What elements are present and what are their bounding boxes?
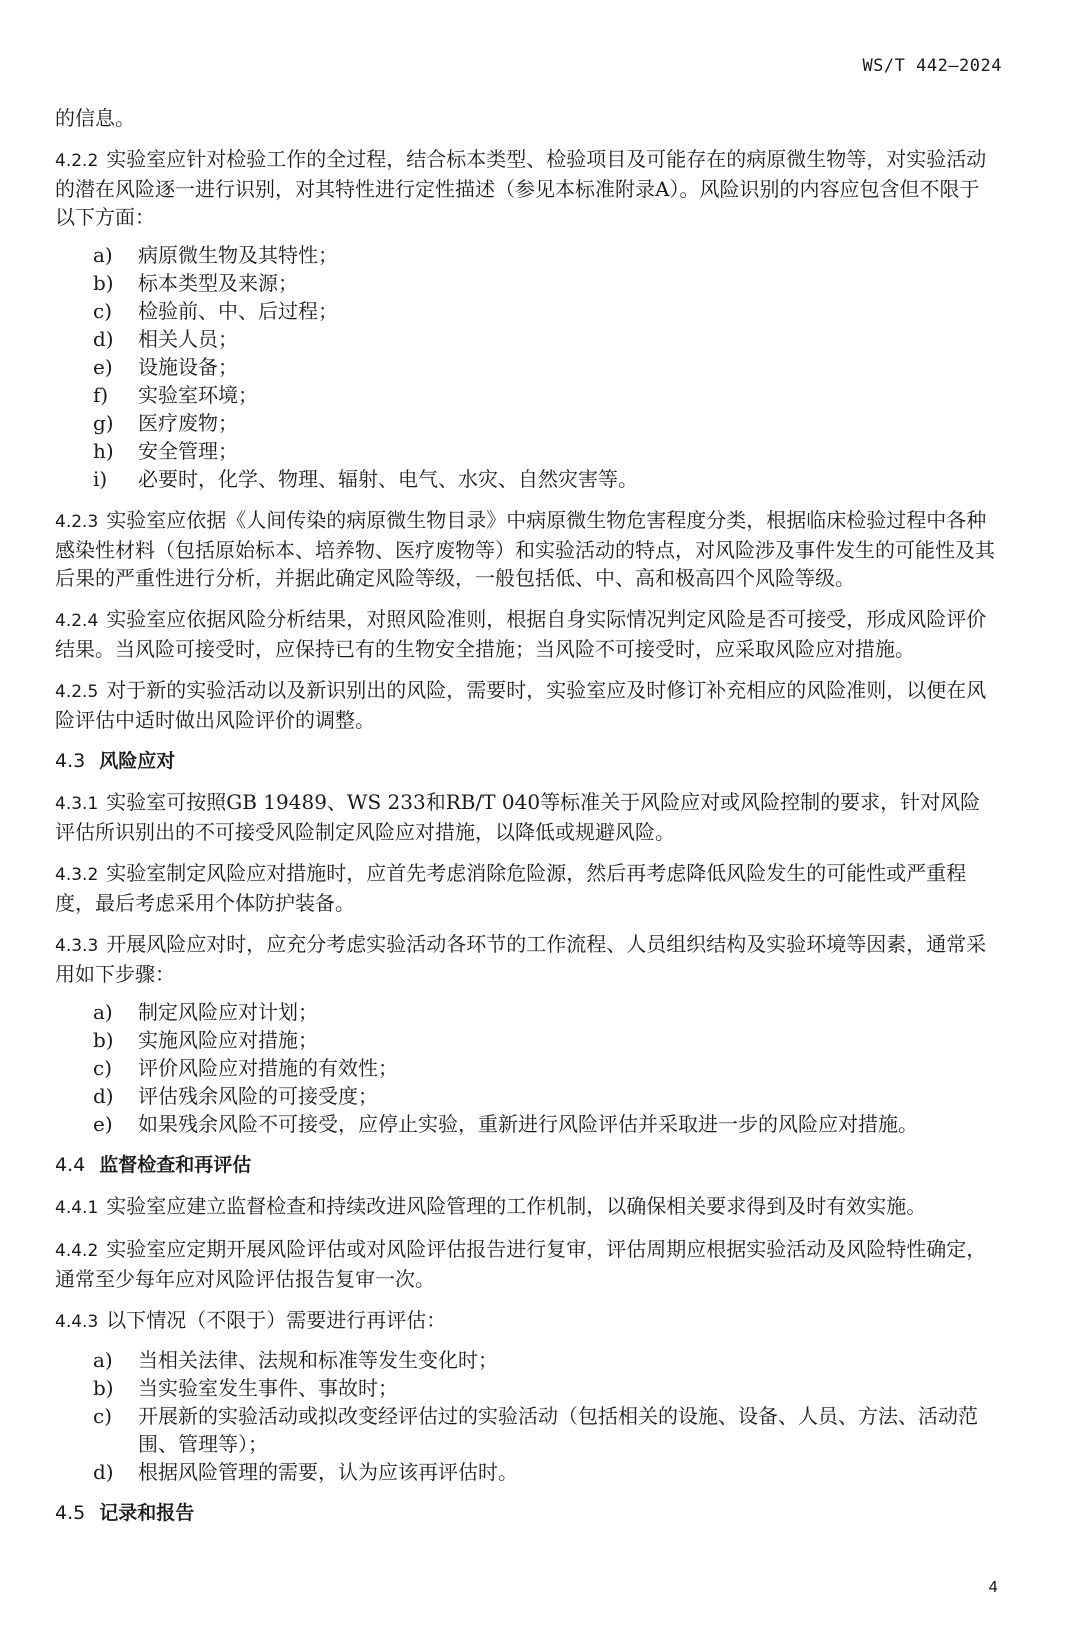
list-item	[55, 1082, 997, 1110]
clause-number: 4.2.4	[55, 611, 99, 631]
clause-4-4-1	[55, 1192, 997, 1222]
section-heading-4-4	[55, 1151, 997, 1179]
clause-text: 实验室应针对检验工作的全过程，结合标本类型、检验项目及可能存在的病原微生物等，对实验活动的潜在风险逐一进行识别，对其特性进行定性描述（参见本标准附录A）。风险识别的内容应包含但不限于以下方面：	[55, 147, 987, 229]
list-marker: b)	[93, 1028, 114, 1052]
list-text: 根据风险管理的需要，认为应该再评估时。	[138, 1460, 518, 1484]
clause-text: 以下情况（不限于）需要进行再评估：	[106, 1308, 447, 1332]
list-item	[55, 1346, 997, 1374]
clause-text: 实验室应定期开展风险评估或对风险评估报告进行复审，评估周期应根据实验活动及风险特性确定，通常至少每年应对风险评估报告复审一次。	[55, 1237, 987, 1291]
section-number: 4.5	[55, 1502, 86, 1524]
list-text: 评价风险应对措施的有效性；	[138, 1056, 398, 1080]
page-number: 4	[988, 1578, 998, 1596]
clause-4-2-3	[55, 506, 997, 592]
clause-text: 实验室应依据《人间传染的病原微生物目录》中病原微生物危害程度分类，根据临床检验过程中各种感染性材料（包括原始标本、培养物、医疗废物等）和实验活动的特点，对风险涉及事件发生的可能性及其后果的严重性进行分析，并据此确定风险等级，一般包括低、中、高和极高四个风险等级。	[55, 508, 995, 590]
list-text: 医疗废物；	[138, 411, 238, 435]
clause-text: 开展风险应对时，应充分考虑实验活动各环节的工作流程、人员组织结构及实验环境等因素，通常采用如下步骤：	[55, 932, 987, 986]
list-marker: c)	[93, 1056, 113, 1080]
section-heading-4-5	[55, 1499, 997, 1527]
list-marker: b)	[93, 271, 114, 295]
list-text: 设施设备；	[138, 355, 238, 379]
clause-text: 实验室可按照GB 19489、WS 233和RB/T 040等标准关于风险应对或风险控制的要求，针对风险评估所识别出的不可接受风险制定风险应对措施，以降低或规避风险。	[55, 790, 981, 844]
standard-number: WS/T 442—2024	[862, 56, 1002, 76]
clause-number: 4.3.3	[55, 936, 99, 956]
continued-paragraph: 的信息。	[55, 106, 135, 130]
list-item	[55, 269, 997, 297]
list-text: 如果残余风险不可接受，应停止实验，重新进行风险评估并采取进一步的风险应对措施。	[138, 1112, 918, 1136]
list-text: 检验前、中、后过程；	[138, 299, 338, 323]
list-text: 实施风险应对措施；	[138, 1028, 318, 1052]
clause-4-4-3	[55, 1306, 997, 1336]
clause-4-2-2	[55, 145, 997, 231]
list-text: 标本类型及来源；	[138, 271, 298, 295]
list-item	[55, 1458, 997, 1486]
clause-number: 4.4.1	[55, 1198, 99, 1218]
list-marker: c)	[93, 299, 113, 323]
list-text: 相关人员；	[138, 327, 238, 351]
list-marker: g)	[93, 411, 114, 435]
list-item	[55, 409, 997, 437]
risk-identification-list	[55, 241, 997, 493]
list-item	[55, 297, 997, 325]
clause-text: 实验室制定风险应对措施时，应首先考虑消除危险源，然后再考虑降低风险发生的可能性或严重程度，最后考虑采用个体防护装备。	[55, 861, 967, 915]
section-title: 记录和报告	[99, 1502, 195, 1524]
list-marker: f)	[93, 383, 109, 407]
clause-4-3-2	[55, 859, 997, 917]
clause-4-4-2	[55, 1235, 997, 1293]
clause-4-3-1	[55, 788, 997, 846]
clause-number: 4.4.2	[55, 1241, 99, 1261]
section-number: 4.3	[55, 750, 86, 772]
list-item	[55, 465, 997, 493]
list-item	[55, 437, 997, 465]
clause-4-2-4	[55, 605, 997, 663]
list-marker: d)	[93, 1084, 114, 1108]
reassessment-conditions-list	[55, 1346, 997, 1486]
list-marker: d)	[93, 327, 114, 351]
clause-number: 4.2.2	[55, 151, 99, 171]
list-text: 开展新的实验活动或拟改变经评估过的实验活动（包括相关的设施、设备、人员、方法、活动范围、管理等）；	[138, 1404, 978, 1456]
clause-text: 对于新的实验活动以及新识别出的风险，需要时，实验室应及时修订补充相应的风险准则，以便在风险评估中适时做出风险评价的调整。	[55, 678, 987, 732]
clause-number: 4.2.3	[55, 512, 99, 532]
clause-text: 实验室应建立监督检查和持续改进风险管理的工作机制，以确保相关要求得到及时有效实施。	[106, 1194, 927, 1218]
list-marker: a)	[93, 1000, 113, 1024]
list-text: 当实验室发生事件、事故时；	[138, 1376, 398, 1400]
clause-number: 4.3.2	[55, 865, 99, 885]
list-item	[55, 1402, 997, 1458]
list-text: 实验室环境；	[138, 383, 258, 407]
list-marker: d)	[93, 1460, 114, 1484]
section-title: 监督检查和再评估	[99, 1154, 252, 1176]
clause-number: 4.2.5	[55, 682, 99, 702]
list-item	[55, 1026, 997, 1054]
list-marker: a)	[93, 1348, 113, 1372]
list-item	[55, 1054, 997, 1082]
clause-text: 实验室应依据风险分析结果，对照风险准则，根据自身实际情况判定风险是否可接受，形成风险评价结果。当风险可接受时，应保持已有的生物安全措施；当风险不可接受时，应采取风险应对措施。	[55, 607, 987, 661]
list-marker: e)	[93, 1112, 113, 1136]
list-item	[55, 325, 997, 353]
list-marker: a)	[93, 243, 113, 267]
list-marker: h)	[93, 439, 114, 463]
list-text: 当相关法律、法规和标准等发生变化时；	[138, 1348, 498, 1372]
list-marker: e)	[93, 355, 113, 379]
section-heading-4-3	[55, 747, 997, 775]
risk-response-steps-list	[55, 998, 997, 1138]
list-item	[55, 998, 997, 1026]
list-marker: i)	[93, 467, 108, 491]
list-item	[55, 353, 997, 381]
list-marker: c)	[93, 1404, 113, 1428]
list-text: 必要时，化学、物理、辐射、电气、水灾、自然灾害等。	[138, 467, 638, 491]
list-item	[55, 381, 997, 409]
list-text: 安全管理；	[138, 439, 238, 463]
section-number: 4.4	[55, 1154, 86, 1176]
clause-4-3-3	[55, 930, 997, 988]
list-text: 评估残余风险的可接受度；	[138, 1084, 378, 1108]
list-text: 病原微生物及其特性；	[138, 243, 338, 267]
body-content	[55, 104, 997, 1527]
clause-number: 4.3.1	[55, 794, 99, 814]
list-item	[55, 1110, 997, 1138]
section-title: 风险应对	[99, 750, 176, 772]
clause-number: 4.4.3	[55, 1312, 99, 1332]
list-marker: b)	[93, 1376, 114, 1400]
list-text: 制定风险应对计划；	[138, 1000, 318, 1024]
list-item	[55, 1374, 997, 1402]
list-item	[55, 241, 997, 269]
clause-4-2-5	[55, 676, 997, 734]
